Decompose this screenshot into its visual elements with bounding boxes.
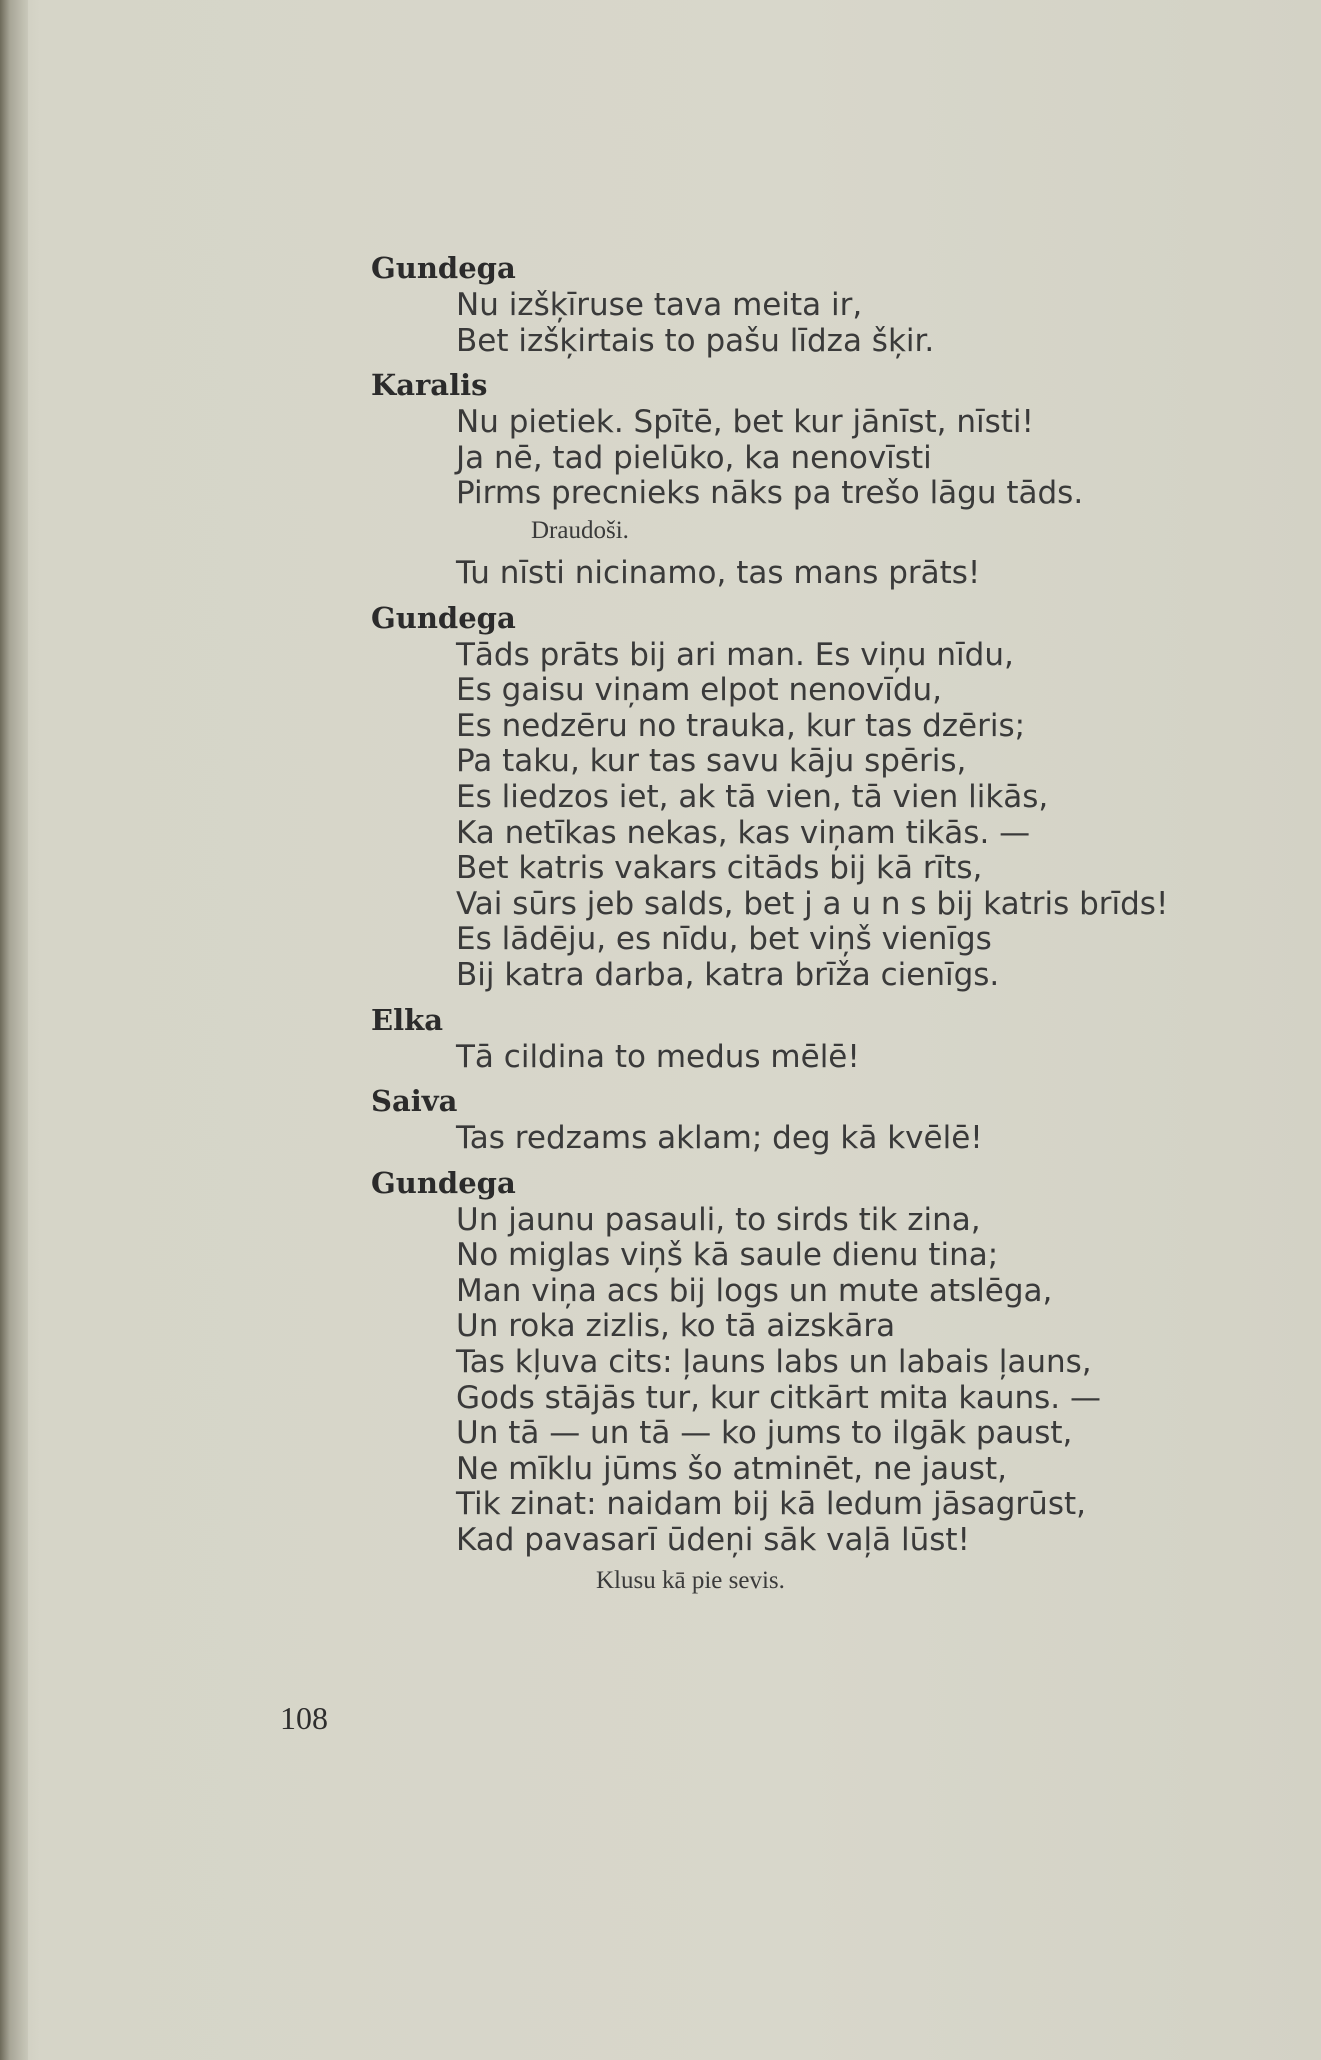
verse-line: Vai sūrs jeb salds, bet j a u n s bij katris brīds!	[456, 885, 1169, 922]
dialogue-block	[371, 1163, 1271, 1609]
verse-lines	[371, 405, 1271, 591]
verse-lines	[371, 638, 1271, 994]
dialogue-block	[371, 365, 1271, 597]
verse-line: Tas kļuva cits: ļauns labs un labais ļauns,	[456, 1344, 1092, 1381]
verse-line: Un roka zizlis, ko tā aizskāra	[456, 1308, 896, 1345]
verse-line: Tik zinat: naidam bij kā ledum jāsagrūst,	[456, 1486, 1086, 1523]
verse-line: Tas redzams aklam; deg kā kvēlē!	[456, 1120, 983, 1157]
verse-lines	[371, 1203, 1271, 1603]
page-number: 108	[280, 1700, 328, 1736]
verse-line: Tāds prāts bij ari man. Es viņu nīdu,	[456, 636, 1014, 673]
stage-direction: Klusu kā pie sevis.	[596, 1566, 785, 1594]
verse-line: Tā cildina to medus mēlē!	[456, 1038, 860, 1075]
verse-line: Un tā — un tā — ko jums to ilgāk paust,	[456, 1415, 1073, 1452]
verse-line: Bet izšķirtais to pašu līdza šķir.	[456, 322, 935, 359]
verse-line: Man viņa acs bij logs un mute atslēga,	[456, 1272, 1053, 1309]
verse-line: Nu pietiek. Spītē, bet kur jānīst, nīsti!	[456, 404, 1034, 441]
verse-line: Es lādēju, es nīdu, bet viņš vienīgs	[456, 921, 992, 958]
speaker-name: Gundega	[371, 251, 516, 285]
book-gutter	[0, 0, 28, 2060]
verse-line: Ne mīklu jūms šo atminēt, ne jaust,	[456, 1450, 1007, 1487]
verse-line: Es liedzos iet, ak tā vien, tā vien likās,	[456, 778, 1049, 815]
verse-line: Gods stājās tur, kur citkārt mita kauns. —	[456, 1379, 1101, 1416]
verse-lines	[371, 1121, 1271, 1157]
verse-line: Ja nē, tad pielūko, ka nenovīsti	[456, 439, 932, 476]
play-text	[371, 248, 1271, 1609]
verse-line: Nu izšķīruse tava meita ir,	[456, 287, 863, 323]
speaker-name: Saiva	[371, 1084, 458, 1119]
speaker-name: Elka	[371, 1002, 444, 1037]
dialogue-block	[371, 598, 1271, 1000]
block-gap	[371, 1603, 1271, 1609]
verse-line: Ka netīkas nekas, kas viņam tikās. —	[456, 814, 1031, 851]
verse-line: Un jaunu pasauli, to sirds tik zina,	[456, 1201, 981, 1238]
speaker-name: Gundega	[371, 600, 516, 635]
verse-lines	[371, 288, 1271, 359]
verse-line: Pirms precnieks nāks pa trešo lāgu tāds.	[456, 475, 1084, 512]
verse-line: Kad pavasarī ūdeņi sāk vaļā lūst!	[456, 1522, 970, 1559]
verse-line: Es gaisu viņam elpot nenovīdu,	[456, 672, 942, 709]
verse-line: Bij katra darba, katra brīža cienīgs.	[456, 956, 1000, 993]
verse-line: Bet katris vakars citāds bij kā rīts,	[456, 850, 983, 887]
verse-line: No miglas viņš kā saule dienu tina;	[456, 1237, 999, 1274]
stage-direction: Draudoši.	[531, 516, 629, 544]
dialogue-block	[371, 248, 1271, 365]
verse-lines	[371, 1040, 1271, 1076]
dialogue-block	[371, 1000, 1271, 1082]
verse-line: Pa taku, kur tas savu kāju spēris,	[456, 743, 967, 780]
speaker-name: Karalis	[371, 368, 488, 403]
verse-line: Es nedzēru no trauka, kur tas dzēris;	[456, 707, 1026, 744]
verse-line: Tu nīsti nicinamo, tas mans prāts!	[456, 554, 981, 591]
dialogue-block	[371, 1081, 1271, 1163]
speaker-name: Gundega	[371, 1165, 516, 1200]
